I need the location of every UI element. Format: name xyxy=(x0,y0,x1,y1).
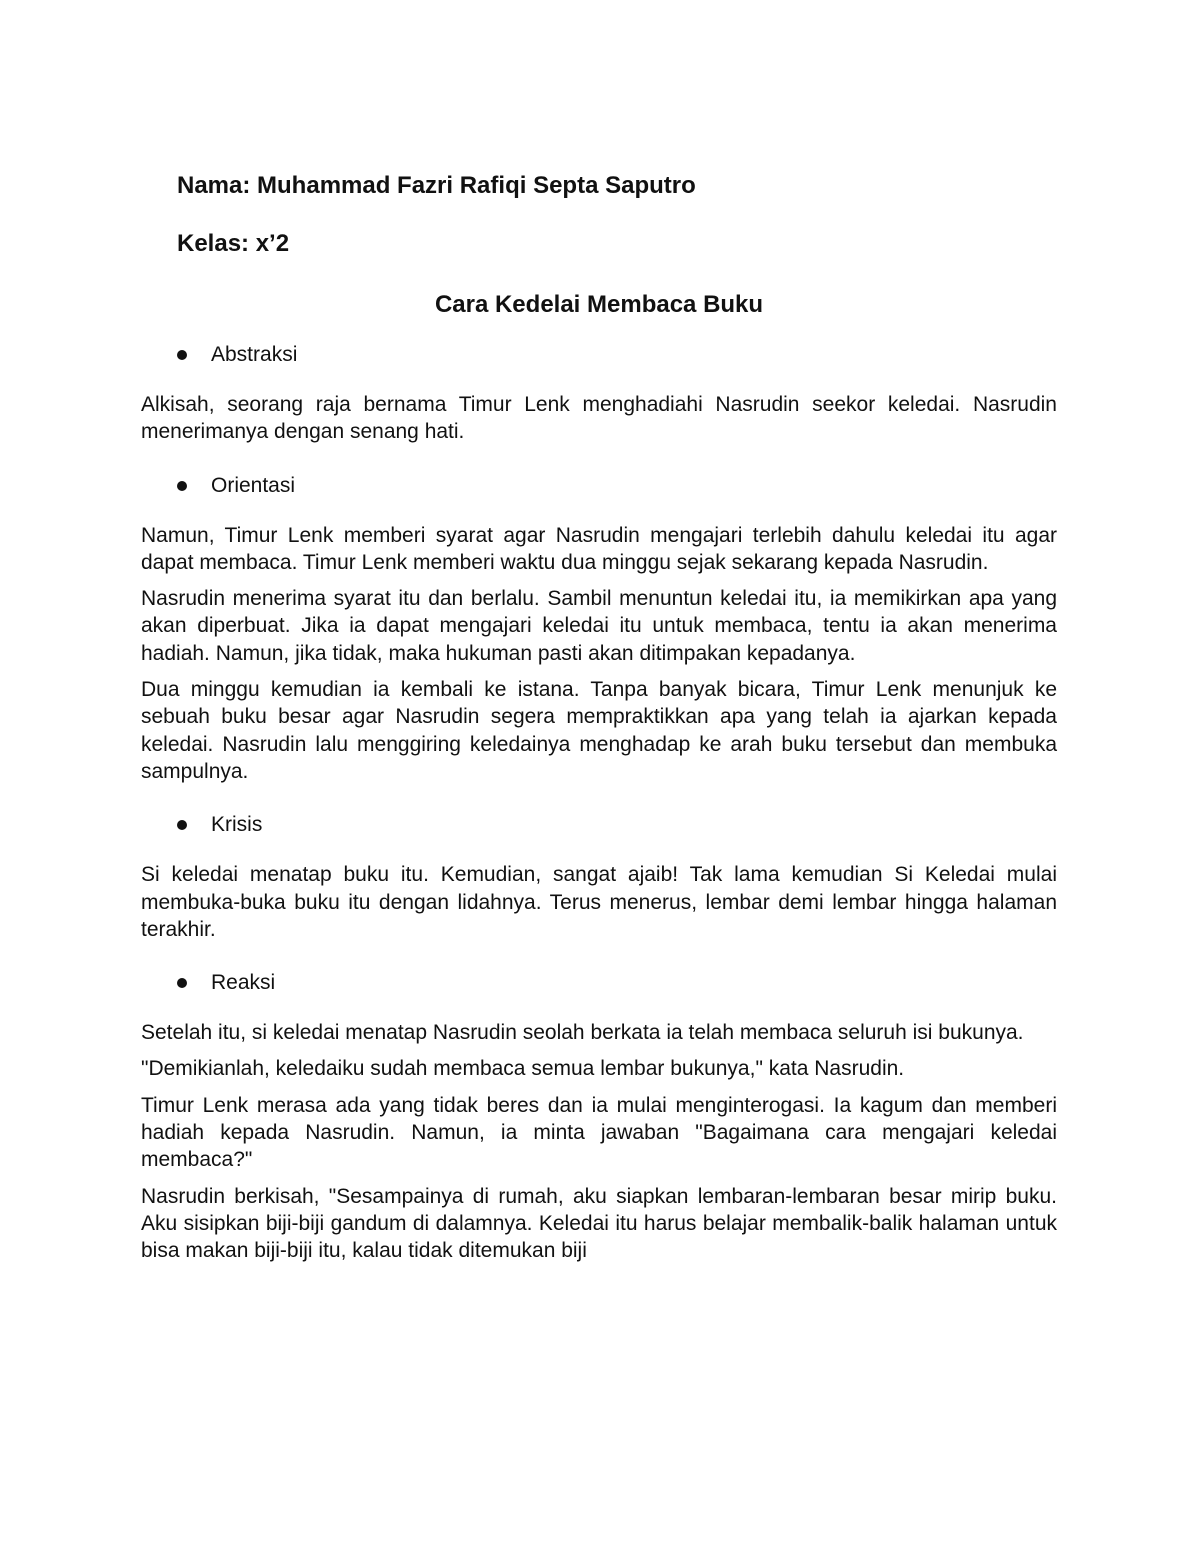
paragraph: Dua minggu kemudian ia kembali ke istana. Tanpa banyak bicara, Timur Lenk menunjuk ke sebuah buku besar agar Nasrudin segera mempraktikkan apa yang telah ia ajarkan kepada keledai. Nasrudin lalu menggiring keledainya menghadap ke arah buku tersebut dan membuka sampulnya. xyxy=(141,678,1057,783)
document-title: Cara Kedelai Membaca Buku xyxy=(434,291,764,318)
section-heading-abstraksi xyxy=(141,339,1057,371)
paragraph: Si keledai menatap buku itu. Kemudian, sangat ajaib! Tak lama kemudian Si Keledai mulai membuka-buka buku itu dengan lidahnya. Terus menerus, lembar demi lembar hingga halaman terakhir. xyxy=(141,863,1057,941)
bullet-icon xyxy=(177,978,187,988)
section-heading-krisis xyxy=(141,809,1057,841)
paragraph: "Demikianlah, keledaiku sudah membaca semua lembar bukunya," kata Nasrudin. xyxy=(141,1057,905,1081)
bullet-icon xyxy=(177,820,187,830)
section-heading-orientasi xyxy=(141,470,1057,502)
paragraph: Alkisah, seorang raja bernama Timur Lenk menghadiahi Nasrudin seekor keledai. Nasrudin menerimanya dengan senang hati. xyxy=(141,393,1057,444)
paragraph: Nasrudin menerima syarat itu dan berlalu. Sambil menuntun keledai itu, ia memikirkan apa yang akan diperbuat. Jika ia dapat mengajari keledai itu untuk membaca, tentu ia akan menerima hadiah. Namun, jika tidak, maka hukuman pasti akan ditimpakan kepadanya. xyxy=(141,587,1057,665)
paragraph: Namun, Timur Lenk memberi syarat agar Nasrudin mengajari terlebih dahulu keledai itu agar dapat membaca. Timur Lenk memberi waktu dua minggu sejak sekarang kepada Nasrudin. xyxy=(141,523,1057,574)
paragraph: Setelah itu, si keledai menatap Nasrudin seolah berkata ia telah membaca seluruh isi bukunya. xyxy=(141,1021,1024,1045)
section-heading-label: Krisis xyxy=(211,813,263,837)
student-class: Kelas: x’2 xyxy=(177,230,290,257)
paragraph: Timur Lenk merasa ada yang tidak beres dan ia mulai menginterogasi. Ia kagum dan memberi hadiah kepada Nasrudin. Namun, ia minta jawaban "Bagaimana cara mengajari keledai membaca?" xyxy=(141,1093,1057,1172)
section-heading-label: Abstraksi xyxy=(211,343,298,366)
student-name: Nama: Muhammad Fazri Rafiqi Septa Saputro xyxy=(177,172,696,199)
section-heading-label: Orientasi xyxy=(211,473,296,497)
document-content xyxy=(141,168,1057,1274)
bullet-icon xyxy=(177,350,187,360)
section-heading-label: Reaksi xyxy=(211,971,276,995)
bullet-icon xyxy=(177,481,187,491)
paragraph: Nasrudin berkisah, "Sesampainya di rumah, aku siapkan lembaran-lembaran besar mirip buku. Aku sisipkan biji-biji gandum di dalamnya. Keledai itu harus belajar membalik-balik halaman untuk bisa makan biji-biji itu, kalau tidak ditemukan biji xyxy=(141,1184,1057,1263)
section-heading-reaksi xyxy=(141,967,1057,999)
